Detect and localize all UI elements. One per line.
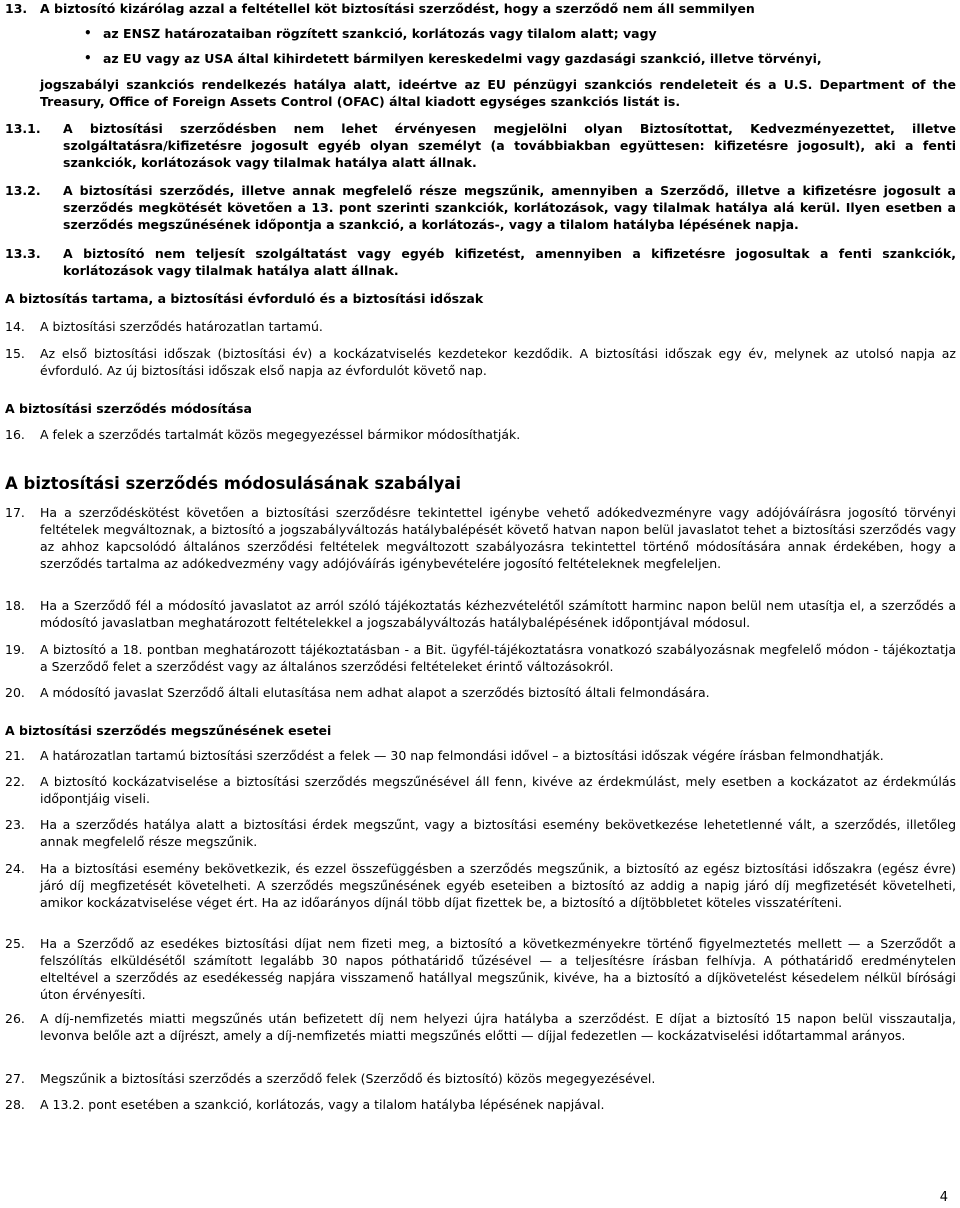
section-number: 13.1. — [5, 121, 41, 136]
paragraph-number: 19. — [5, 642, 25, 657]
section-heading-large: A biztosítási szerződés módosulásának szabályai — [5, 474, 462, 493]
paragraph-number: 26. — [5, 1011, 25, 1026]
bullet-icon: • — [84, 51, 92, 65]
paragraph-number: 15. — [5, 346, 25, 361]
paragraph-number: 21. — [5, 748, 25, 763]
paragraph-26: A díj-nemfizetés miatti megszűnés után befizetett díj nem helyezi újra hatályba a szerződést. E díjat a biztosító 15 napon belül visszautalja, levonva belőle azt a díjrészt, amely a díj-nemfizetés miatti megszűnés előtti — díjjal fedezetlen — kockázatviselési időtartammal arányos. — [40, 1011, 956, 1043]
section-13-continuation: jogszabályi szankciós rendelkezés hatálya alatt, ideértve az EU pénzügyi szankciós rendeleteit és a U.S. Department of the Treasury, Office of Foreign Assets Control (OFAC) által kiadott egységes szankciós listát is. — [40, 77, 956, 109]
paragraph-28: A 13.2. pont esetében a szankció, korlátozás, vagy a tilalom hatályba lépésének napjával. — [40, 1097, 605, 1112]
paragraph-23: Ha a szerződés hatálya alatt a biztosítási érdek megszűnt, vagy a biztosítási esemény bekövetkezése lehetetlenné vált, a szerződés, illetőleg annak megfelelő része megszűnik. — [40, 817, 956, 849]
paragraph-14: A biztosítási szerződés határozatlan tartamú. — [40, 319, 323, 334]
page-number: 4 — [939, 1190, 948, 1205]
section-13-2-text: A biztosítási szerződés, illetve annak megfelelő része megszűnik, amennyiben a Szerződő, illetve a kifizetésre jogosult a szerződés megkötését követően a 13. pont szerinti szankciók, korlátozások, vagy tilalmak hatálya alá kerül. Ilyen esetben a szerződés megszűnésének időpontja a szankció, a korlátozás-, vagy a tilalom hatályba lépésének napja. — [63, 183, 956, 232]
section-13-3-text: A biztosító nem teljesít szolgáltatást vagy egyéb kifizetést, amennyiben a kifizetésre jogosultak a fenti szankciók, korlátozások vagy tilalmak hatálya alatt állnak. — [63, 246, 956, 278]
paragraph-number: 28. — [5, 1097, 25, 1112]
paragraph-number: 22. — [5, 774, 25, 789]
paragraph-number: 14. — [5, 319, 25, 334]
paragraph-18: Ha a Szerződő fél a módosító javaslatot az arról szóló tájékoztatás kézhezvételétől számított harminc napon belül nem utasítja el, a szerződés a módosító javaslatban meghatározott feltételekkel a jogszabályváltozás hatálybalépésének időpontjával módosul. — [40, 598, 956, 630]
bullet-item: az EU vagy az USA által kihirdetett bármilyen kereskedelmi vagy gazdasági szankció, illetve törvényi, — [103, 51, 822, 66]
paragraph-25: Ha a Szerződő az esedékes biztosítási díjat nem fizeti meg, a biztosító a következményekre történő figyelmeztetés mellett — a Szerződőt a felszólítás elküldésétől számított legalább 30 napos póthatáridő tűzésével — a teljesítésre írásban felhívja. A póthatáridő eredménytelen elteltével a szerződés az esedékesség napjára visszamenő hatállyal megszűnik, kivéve, ha a biztosító a díjkövetelést késedelem nélkül bírósági úton érvényesíti. — [40, 936, 956, 1002]
section-13-1-text: A biztosítási szerződésben nem lehet érvényesen megjelölni olyan Biztosítottat, Kedvezményezettet, illetve szolgáltatásra/kifizetésre jogosult egyéb olyan személyt (a továbbiakban együttesen: kifizetésre jogosult), aki a fenti szankciók, korlátozások vagy tilalmak hatálya alatt állnak. — [63, 121, 956, 170]
paragraph-20: A módosító javaslat Szerződő általi elutasítása nem adhat alapot a szerződés biztosító általi felmondására. — [40, 685, 710, 700]
paragraph-21: A határozatlan tartamú biztosítási szerződést a felek — 30 nap felmondási idővel – a biztosítási időszak végére írásban felmondhatják. — [40, 748, 884, 763]
section-heading: A biztosítás tartama, a biztosítási évforduló és a biztosítási időszak — [5, 291, 484, 306]
paragraph-number: 20. — [5, 685, 25, 700]
bullet-item: az ENSZ határozataiban rögzített szankció, korlátozás vagy tilalom alatt; vagy — [103, 26, 657, 41]
section-number: 13. — [5, 1, 28, 16]
section-number: 13.2. — [5, 183, 41, 198]
paragraph-24: Ha a biztosítási esemény bekövetkezik, és ezzel összefüggésben a szerződés megszűnik, a biztosító az egész biztosítási időszakra (egész évre) járó díj megfizetését követelheti. A szerződés megszűnésének egyéb eseteiben a biztosító az addig a napig járó díj megfizetését követelheti, amikor kockázatviselése véget ért. Ha az időarányos díjnál több díjat fizettek be, a biztosító a díjtöbbletet köteles visszatéríteni. — [40, 861, 956, 910]
paragraph-16: A felek a szerződés tartalmát közös megegyezéssel bármikor módosíthatják. — [40, 427, 521, 442]
paragraph-17: Ha a szerződéskötést követően a biztosítási szerződésre tekintettel igénybe vehető adókedvezményre vagy adójóváírásra jogosító törvényi feltételek megváltoznak, a biztosító a jogszabályváltozás hatálybalépését követő hatvan napon belül javaslatot tehet a biztosítási szerződés vagy az ahhoz kapcsolódó általános szerződési feltételek megváltozott szabályozásra tekintettel történő módosítására annak érdekében, hogy a szerződés tartalma az adókedvezmény vagy adójóváírás igénybevételére jogosító feltételeknek megfeleljen. — [40, 505, 956, 571]
paragraph-22: A biztosító kockázatviselése a biztosítási szerződés megszűnésével áll fenn, kivéve az érdekmúlást, mely esetben a kockázatot az érdekmúlás időpontjáig viseli. — [40, 774, 956, 806]
section-heading: A biztosítási szerződés megszűnésének esetei — [5, 723, 332, 738]
paragraph-number: 16. — [5, 427, 25, 442]
section-heading: A biztosítási szerződés módosítása — [5, 401, 252, 416]
paragraph-27: Megszűnik a biztosítási szerződés a szerződő felek (Szerződő és biztosító) közös megegyezésével. — [40, 1071, 656, 1086]
paragraph-19: A biztosító a 18. pontban meghatározott tájékoztatásban - a Bit. ügyfél-tájékoztatásra vonatkozó szabályozásnak megfelelő módon - tájékoztatja a Szerződő felet a szerződést vagy az általános szerződési feltételeket érintő változásokról. — [40, 642, 956, 674]
paragraph-number: 23. — [5, 817, 25, 832]
paragraph-number: 18. — [5, 598, 25, 613]
paragraph-number: 27. — [5, 1071, 25, 1086]
paragraph-15: Az első biztosítási időszak (biztosítási év) a kockázatviselés kezdetekor kezdődik. A biztosítási időszak egy év, melynek az utolsó napja az évforduló. Az új biztosítási időszak első napja az évfordulót követő nap. — [40, 346, 956, 378]
paragraph-number: 17. — [5, 505, 25, 520]
section-number: 13.3. — [5, 246, 41, 261]
paragraph-number: 24. — [5, 861, 25, 876]
bullet-icon: • — [84, 26, 92, 40]
section-13-intro: A biztosító kizárólag azzal a feltétellel köt biztosítási szerződést, hogy a szerződő nem áll semmilyen — [40, 1, 755, 16]
paragraph-number: 25. — [5, 936, 25, 951]
